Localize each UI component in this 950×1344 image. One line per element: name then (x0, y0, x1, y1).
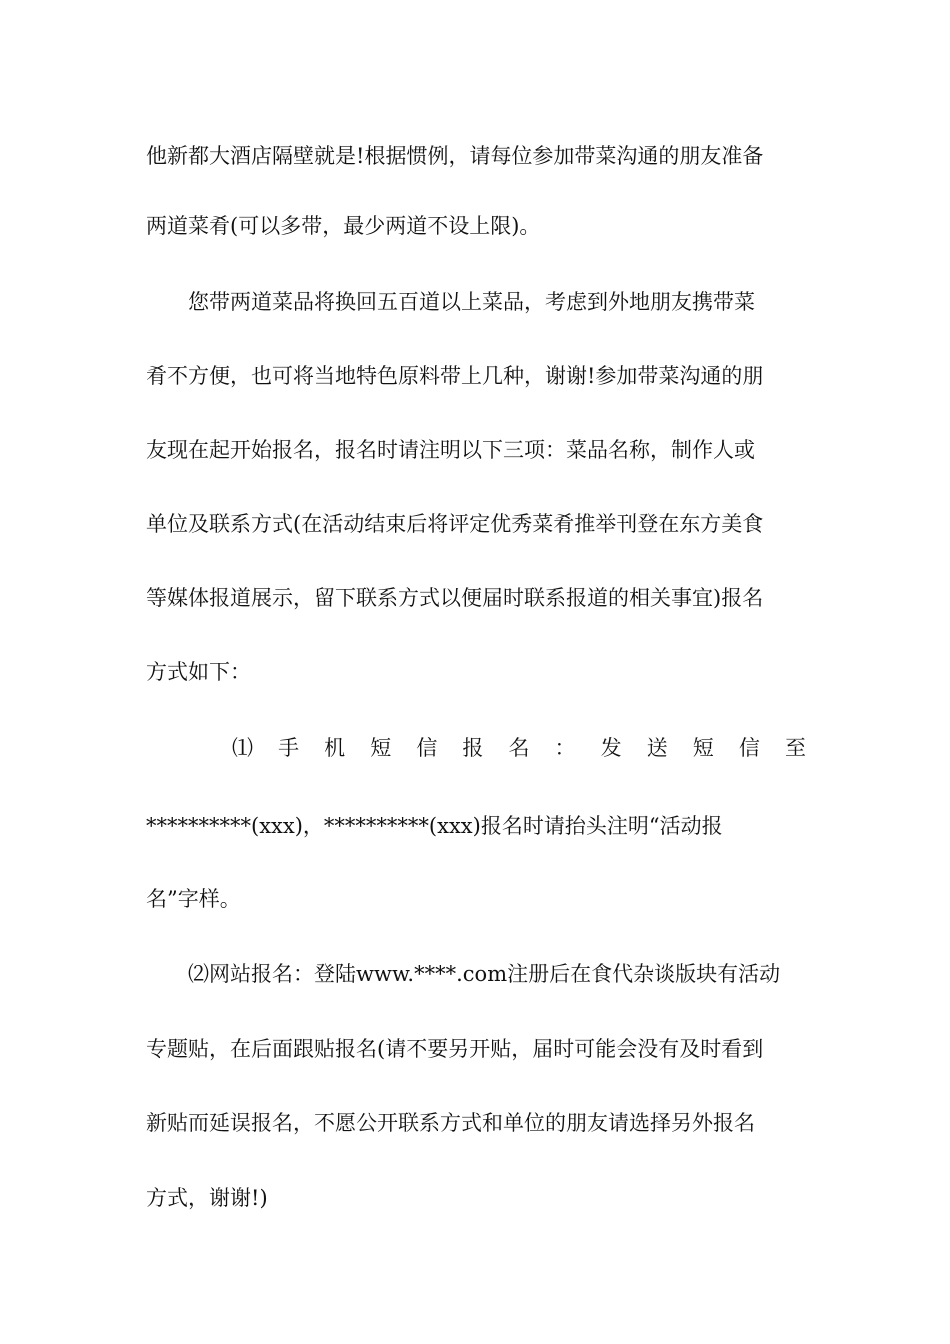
text-char: 发 (600, 736, 622, 760)
text-char: 报 (462, 736, 484, 760)
paragraph-line: 新贴而延误报名，不愿公开联系方式和单位的朋友请选择另外报名 (146, 1111, 755, 1135)
list-marker: ⑴ (232, 736, 253, 760)
paragraph-line: 方式，谢谢!) (146, 1186, 268, 1210)
paragraph-line: 专题贴，在后面跟贴报名(请不要另开贴，届时可能会没有及时看到 (146, 1037, 764, 1061)
paragraph-line: ⑵网站报名：登陆www.****.com注册后在食代杂谈版块有活动 (188, 962, 781, 986)
text-char: 短 (370, 736, 392, 760)
paragraph-line: 肴不方便，也可将当地特色原料带上几种，谢谢!参加带菜沟通的朋 (146, 364, 764, 388)
paragraph-line: 单位及联系方式(在活动结束后将评定优秀菜肴推举刊登在东方美食 (146, 512, 764, 536)
text-char: ： (554, 736, 576, 760)
text-char: 送 (646, 736, 668, 760)
text-char: 信 (416, 736, 438, 760)
paragraph-line: 他新都大酒店隔壁就是!根据惯例，请每位参加带菜沟通的朋友准备 (146, 144, 764, 168)
paragraph-line: 两道菜肴(可以多带，最少两道不设上限)。 (146, 214, 541, 238)
text-char: 机 (324, 736, 346, 760)
text-char: 手 (278, 736, 300, 760)
paragraph-line: 方式如下： (146, 660, 251, 684)
text-char: 至 (784, 736, 806, 760)
paragraph-line: 友现在起开始报名，报名时请注明以下三项：菜品名称，制作人或 (146, 438, 755, 462)
paragraph-line: **********(xxx)，**********(xxx)报名时请抬头注明“活动报 (146, 814, 723, 838)
sms-registration-line (232, 733, 806, 763)
paragraph-line: 名”字样。 (146, 887, 241, 911)
paragraph-line: 您带两道菜品将换回五百道以上菜品，考虑到外地朋友携带菜 (188, 290, 755, 314)
paragraph-line: 等媒体报道展示，留下联系方式以便届时联系报道的相关事宜)报名 (146, 586, 764, 610)
text-char: 短 (692, 736, 714, 760)
text-char: 名 (508, 736, 530, 760)
text-char: 信 (738, 736, 760, 760)
